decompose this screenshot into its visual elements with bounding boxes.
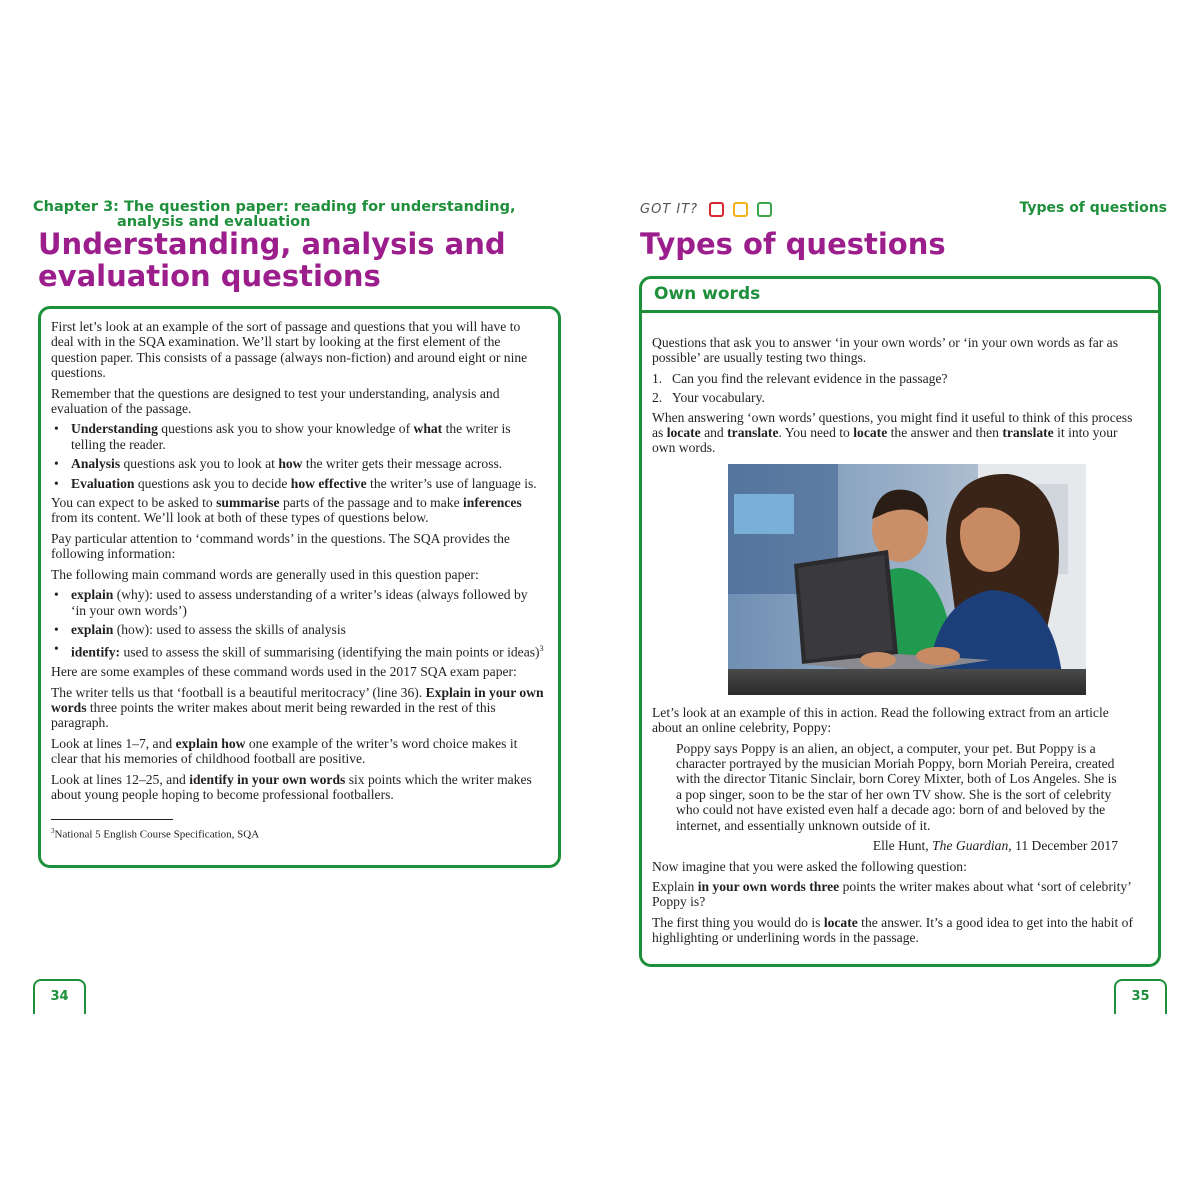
paragraph: You can expect to be asked to summarise parts of the passage and to make inferences from its content. We’ll look at both of these types of questions below. [51,495,522,526]
box-content [642,313,1158,946]
box-heading: Own words [642,279,1158,313]
page-number-right: 35 [1114,979,1167,1014]
command-words-list [51,587,544,660]
paragraph: Now imagine that you were asked the following question: [652,858,967,874]
list-item: 2. Your vocabulary. [652,390,765,406]
paragraph: When answering ‘own words’ questions, you might find it useful to think of this process as locate and translate. You need to locate the answer and then translate it into your own words. [652,409,1133,456]
footnote-divider [51,819,173,820]
explanation-box [38,306,561,868]
paragraph: Questions that ask you to answer ‘in your own words’ or ‘in your own words as far as possible’ are usually testing two things. [652,335,1119,366]
tick-box-amber[interactable] [733,202,748,217]
paragraph: Look at lines 1–7, and explain how one example of the writer’s word choice makes it clear that his memories of childhood football are positive. [51,735,518,767]
list-item: • Evaluation questions ask you to decide how effective the writer’s use of language is. [51,476,544,491]
running-head: Types of questions [1019,200,1167,216]
paragraph: Here are some examples of these command words used in the 2017 SQA exam paper: [51,664,517,680]
chapter-line-2: analysis and evaluation [117,214,311,230]
got-it-label: GOT IT? [640,201,699,217]
paragraph: Remember that the questions are designed to test your understanding, analysis and evaluation of the passage. [51,385,500,417]
list-item: • identify: used to assess the skill of summarising (identifying the main points or ideas)$^3$ [51,641,544,660]
page-title-left [38,228,558,292]
chapter-line-1: Chapter 3: The question paper: reading for understanding, [33,199,516,215]
tick-box-red[interactable] [709,202,724,217]
list-item: • Understanding questions ask you to show your knowledge of what the writer is telling the reader. [51,421,544,452]
list-item: • Analysis questions ask you to look at how the writer gets their message across. [51,456,544,471]
numbered-list [652,371,1142,406]
list-item: • explain (how): used to assess the skills of analysis [51,622,544,637]
quoted-extract: Poppy says Poppy is an alien, an object, a computer, your pet. But Poppy is a character portrayed by the musician Moriah Poppy, born Moriah Pereira, created with the director Titanic Sinclair, born Corey Mixter, both of Los Angeles. She is a pop singer, soon to be the star of her own TV show. She is the sort of celebrity who could not have existed even half a decade ago: born of and beloved by the internet, and essentially unknown outside of it. [676,740,1117,833]
quote-attribution: Elle Hunt, The Guardian, 11 December 2017 [872,838,1118,854]
paragraph: The following main command words are generally used in this question paper: [51,566,479,582]
paragraph: Pay particular attention to ‘command words’ in the questions. The SQA provides the following information: [51,530,510,562]
list-item: • explain (why): used to assess understanding of a writer’s ideas (always followed by ‘in your own words’) [51,587,544,618]
page-number-left: 34 [33,979,86,1014]
students-laptop-photo [728,464,1086,695]
title-line-2: evaluation questions [38,259,381,293]
tick-box-green[interactable] [757,202,772,217]
chapter-heading [33,200,553,230]
question-type-list [51,421,544,491]
title-line-1: Understanding, analysis and [38,227,506,261]
paragraph: First let’s look at an example of the sort of passage and questions that you will have to deal with in the SQA examination. We’ll start by looking at the first element of the question paper. This consists of a passage (always non-fiction) and around eight or nine questions. [51,319,528,381]
footnote: $^3$National 5 English Course Specification, SQA [51,826,260,841]
paragraph: Look at lines 12–25, and identify in your own words six points which the writer makes about young people hoping to become professional footballers. [51,771,532,803]
paragraph: The writer tells us that ‘football is a beautiful meritocracy’ (line 36). Explain in your own words three points the writer makes about merit being rewarded in the rest of this paragraph. [51,684,544,731]
list-item: 1. Can you find the relevant evidence in the passage? [652,370,948,386]
got-it-tracker [640,199,772,219]
paragraph: Let’s look at an example of this in action. Read the following extract from an article about an online celebrity, Poppy: [652,704,1109,736]
paragraph: The first thing you would do is locate the answer. It’s a good idea to get into the habit of highlighting or underlining words in the passage. [652,914,1133,946]
own-words-box [639,276,1161,967]
page-title-right: Types of questions [640,227,946,261]
paragraph: Explain in your own words three points the writer makes about what ‘sort of celebrity’ Poppy is? [652,878,1131,910]
